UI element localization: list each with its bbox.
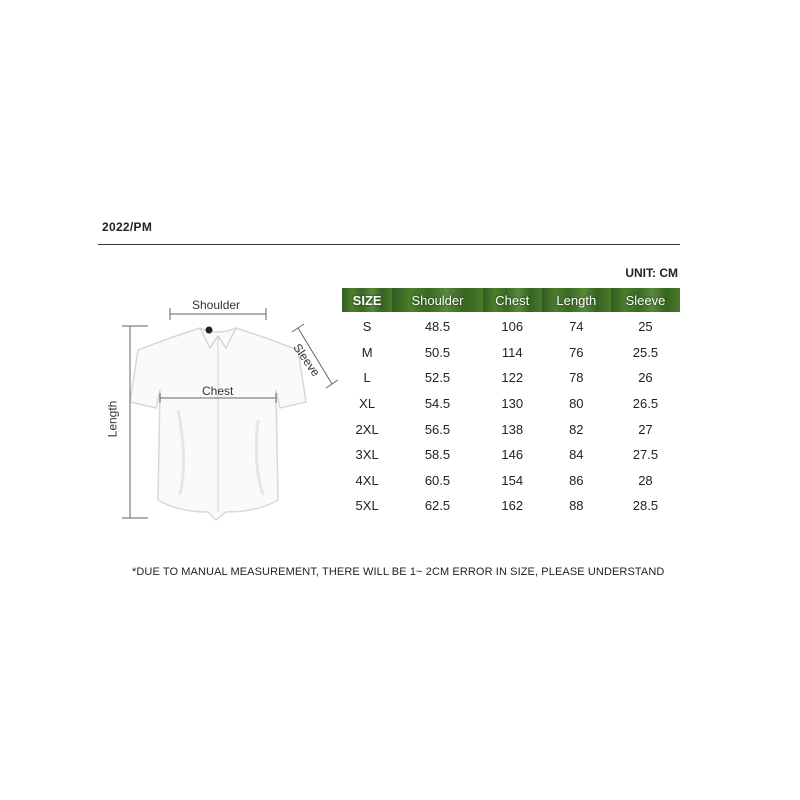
chest-cell: 162 — [501, 498, 524, 514]
sleeve-cell: 28.5 — [632, 498, 659, 514]
shoulder-label: Shoulder — [192, 298, 241, 312]
length-cell: 78 — [569, 370, 584, 386]
chest-cell: 130 — [501, 396, 524, 412]
column-header-sleeve: Sleeve — [611, 288, 680, 312]
sleeve-cell: 28 — [638, 472, 653, 488]
sleeve-cell: 26.5 — [632, 396, 659, 412]
size-cell: 5XL — [355, 498, 379, 514]
shoulder-cell: 56.5 — [424, 421, 451, 437]
shoulder-cell: 62.5 — [424, 498, 451, 514]
sleeve-cell: 25.5 — [632, 344, 659, 360]
length-label: Length — [105, 400, 120, 438]
size-cell: 2XL — [355, 421, 379, 437]
column-header-shoulder: Shoulder — [392, 288, 482, 312]
header-divider — [98, 244, 680, 245]
column-header-size: SIZE — [342, 288, 392, 312]
sleeve-cell: 26 — [638, 370, 653, 386]
chest-cell: 114 — [501, 344, 523, 360]
table-row — [342, 365, 680, 391]
table-row — [342, 312, 680, 340]
table-row — [342, 340, 680, 366]
chest-cell: 122 — [501, 370, 524, 386]
size-cell: S — [362, 319, 372, 335]
length-cell: 74 — [569, 319, 584, 335]
size-chart-header-row — [342, 288, 680, 312]
chest-cell: 154 — [501, 472, 524, 488]
table-row — [342, 468, 680, 494]
table-row — [342, 416, 680, 442]
length-cell: 82 — [569, 421, 584, 437]
size-cell: M — [361, 344, 373, 360]
sleeve-cell: 25 — [638, 319, 653, 335]
length-cell: 86 — [569, 472, 584, 488]
chest-cell: 146 — [501, 447, 524, 463]
shoulder-cell: 50.5 — [424, 344, 451, 360]
size-cell: XL — [359, 396, 376, 412]
shirt-button-top — [206, 327, 213, 334]
sleeve-cell: 27.5 — [632, 447, 659, 463]
chest-cell: 106 — [501, 319, 524, 335]
column-header-chest: Chest — [483, 288, 542, 312]
shoulder-cell: 52.5 — [424, 370, 451, 386]
shirt-measurement-diagram — [105, 290, 338, 530]
brand-label: 2022/PM — [102, 220, 153, 234]
length-cell: 84 — [569, 447, 584, 463]
length-cell: 80 — [569, 396, 584, 412]
chest-cell: 138 — [501, 421, 524, 437]
table-row — [342, 391, 680, 417]
length-cell: 88 — [569, 498, 584, 514]
size-cell: L — [363, 370, 371, 386]
shoulder-cell: 48.5 — [424, 319, 451, 335]
size-cell: 3XL — [355, 447, 379, 463]
size-chart-table — [342, 288, 680, 519]
shoulder-cell: 60.5 — [424, 472, 451, 488]
sleeve-label: Sleeve — [290, 340, 323, 380]
sleeve-tick-bottom — [326, 380, 338, 388]
length-cell: 76 — [569, 344, 584, 360]
unit-label: UNIT: CM — [625, 266, 678, 280]
measurement-disclaimer: *DUE TO MANUAL MEASUREMENT, THERE WILL BE 1~ 2CM ERROR IN SIZE, PLEASE UNDERSTAND — [132, 566, 665, 578]
table-row — [342, 442, 680, 468]
size-cell: 4XL — [355, 472, 379, 488]
column-header-length: Length — [542, 288, 611, 312]
sleeve-tick-top — [292, 324, 304, 332]
sleeve-cell: 27 — [638, 421, 653, 437]
shoulder-cell: 54.5 — [424, 396, 451, 412]
chest-label: Chest — [202, 384, 234, 398]
shoulder-cell: 58.5 — [424, 447, 451, 463]
shirt-illustration — [108, 290, 338, 530]
table-row — [342, 493, 680, 519]
